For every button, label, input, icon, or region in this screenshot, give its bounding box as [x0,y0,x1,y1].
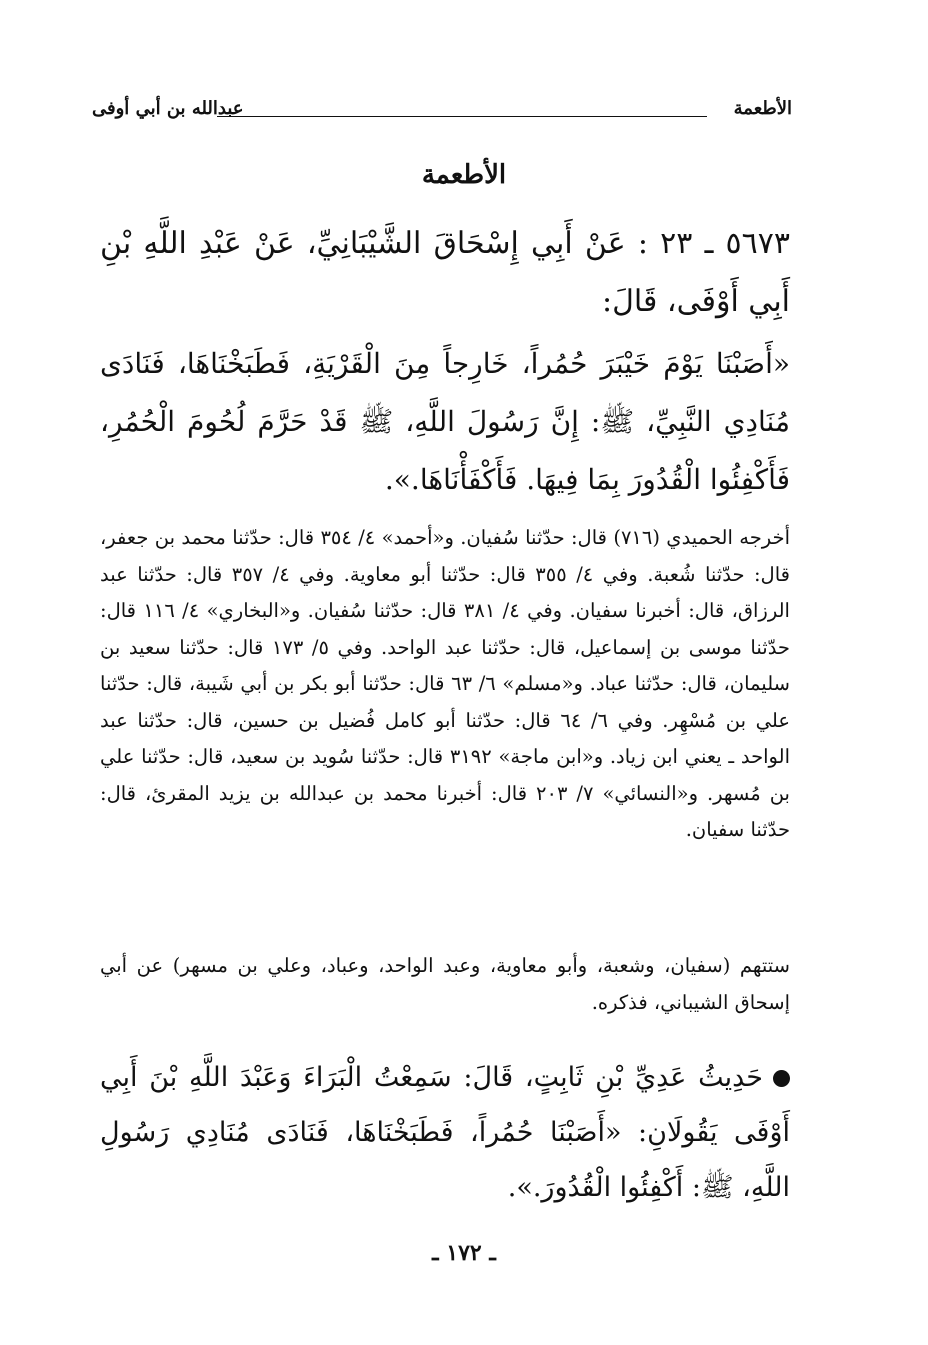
hadith-matn: «أَصَبْنَا يَوْمَ خَيْبَرَ حُمُراً، خَارِجاً مِنَ الْقَرْيَةِ، فَطَبَخْنَاهَا، فَنَادَى مُنَادِي النَّبِيِّ، ﷺ: إِنَّ رَسُولَ اللَّهِ، ﷺ قَدْ حَرَّمَ لُحُومَ الْحُمُرِ، فَأَكْفِئُوا الْقُدُورَ بِمَا فِيهَا. فَأَكْفَأْنَاهَا.». [100,347,790,496]
bullet-icon [773,1070,790,1087]
summary-paragraph: ستتهم (سفيان، وشعبة، وأبو معاوية، وعبد الواحد، وعباد، وعلي بن مسهر) عن أبي إسحاق الشيباني، فذكره. [100,954,790,1014]
related-hadith [100,1050,790,1215]
running-header-chapter: الأطعمة [733,98,792,119]
running-header-narrator: عبدالله بن أبي أوفى [92,98,244,119]
related-hadith-text: حَدِيثُ عَدِيِّ بْنِ ثَابِتٍ، قَالَ: سَمِعْتُ الْبَرَاءَ وَعَبْدَ اللَّهِ بْنَ أَبِي أَوْفَى يَقُولَانِ: «أَصَبْنَا حُمُراً، فَطَبَخْنَاهَا، فَنَادَى مُنَادِي رَسُولِ اللَّهِ، ﷺ: أَكْفِئُوا الْقُدُورَ.». [100,1062,790,1203]
page-number: ـ ١٧٢ ـ [432,1240,496,1266]
running-header [92,96,792,124]
chapter-title: الأطعمة [421,160,507,190]
takhrij-paragraph: أخرجه الحميدي (٧١٦) قال: حدّثنا سُفيان. و«أحمد» ٤/ ٣٥٤ قال: حدّثنا محمد بن جعفر، قال: حدّثنا شُعبة. وفي ٤/ ٣٥٥ قال: حدّثنا أبو معاوية. وفي ٤/ ٣٥٧ قال: حدّثنا عبد الرزاق، قال: أخبرنا سفيان. وفي ٤/ ٣٨١ قال: حدّثنا سُفيان. و«البخاري» ٤/ ١١٦ قال: حدّثنا موسى بن إسماعيل، قال: حدّثنا عبد الواحد. وفي ٥/ ١٧٣ قال: حدّثنا سعيد بن سليمان، قال: حدّثنا عباد. و«مسلم» ٦/ ٦٣ قال: حدّثنا أبو بكر بن أبي شَيبة، قال: حدّثنا علي بن مُسْهِر. وفي ٦/ ٦٤ قال: حدّثنا أبو كامل فُضيل بن حسين، قال: حدّثنا عبد الواحد ـ يعني ابن زياد. و«ابن ماجة» ٣١٩٢ قال: حدّثنا سُويد بن سعيد، قال: حدّثنا علي بن مُسهر. و«النسائي» ٧/ ٢٠٣ قال: أخبرنا محمد بن عبدالله بن يزيد المقرئ، قال: حدّثنا سفيان. [100,526,791,841]
header-rule [217,116,707,117]
hadith-isnad: ٥٦٧٣ ـ ٢٣ : عَنْ أَبِي إِسْحَاقَ الشَّيْبَانِيِّ، عَنْ عَبْدِ اللَّهِ بْنِ أَبِي أَوْفَى، قَالَ: [100,226,790,319]
